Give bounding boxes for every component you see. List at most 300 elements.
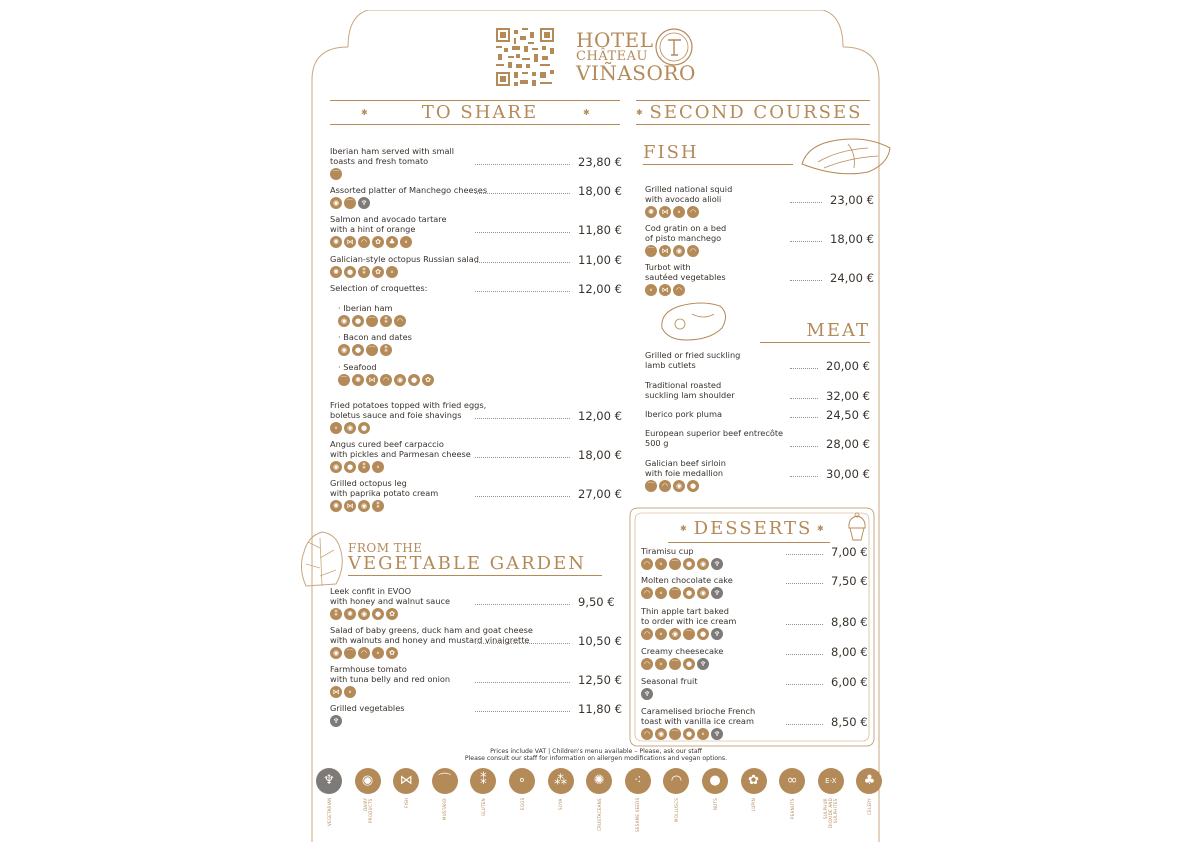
egg-icon: ●	[697, 628, 709, 640]
legend-label: MUSTARD	[442, 798, 448, 820]
divider	[348, 575, 602, 576]
menu-item-name	[645, 410, 722, 420]
menu-item-name	[645, 351, 740, 370]
menu-item-label: European superior beef entrecôte 500 g	[645, 428, 784, 448]
lupin-icon: ✿	[741, 768, 767, 794]
mollusc-icon: ◠	[358, 647, 370, 659]
nuts-icon: ∘	[673, 206, 685, 218]
allergen-icons	[338, 374, 434, 386]
footer-line1: Prices include VAT | Children's menu available – Please, ask our staff	[490, 748, 702, 755]
fish-icon: ⋈	[659, 245, 671, 257]
legend-label: GLUTEN	[480, 798, 486, 816]
egg-icon: ●	[687, 480, 699, 492]
menu-item-label: Selection of croquettes:	[330, 283, 428, 293]
gluten-icon: ⌒	[645, 480, 657, 492]
menu-item-name	[330, 704, 405, 714]
menu-item-name	[641, 547, 694, 557]
dotted-leader	[790, 368, 818, 369]
menu-item-label: Thin apple tart baked to order with ice cream	[641, 606, 737, 626]
legend-label: SESAME SEEDS	[635, 798, 641, 833]
divider	[643, 164, 793, 165]
menu-item-label: Turbot with sautéed vegetables	[645, 262, 726, 282]
nuts-icon: ∘	[330, 422, 342, 434]
dairy-icon: ◉	[697, 587, 709, 599]
dairy-icon: ◉	[330, 461, 342, 473]
gluten-icon: ⌒	[669, 587, 681, 599]
menu-item-label: · Iberian ham	[338, 303, 393, 313]
star-icon: ✱	[583, 108, 590, 117]
allergen-icons	[330, 500, 384, 512]
mollusc-icon: ◠	[673, 284, 685, 296]
legend-label: EGGS	[519, 798, 525, 811]
nuts-icon: ∘	[655, 558, 667, 570]
mollusc-icon: ◠	[687, 245, 699, 257]
menu-item-price: 23,80 €	[578, 154, 622, 169]
allergen-icons	[641, 558, 723, 570]
menu-item-price: 24,50 €	[826, 408, 870, 422]
menu-item-label: Iberico pork pluma	[645, 409, 722, 419]
legend-item	[739, 768, 769, 834]
mustard-icon: ⁑	[358, 266, 370, 278]
dairy-icon: ◉	[358, 500, 370, 512]
egg-icon: ●	[344, 266, 356, 278]
dotted-leader	[786, 684, 823, 685]
sulphite-icon: E-X	[818, 768, 844, 794]
menu-item-price: 7,00 €	[831, 545, 868, 559]
menu-item-price: 8,00 €	[831, 645, 868, 659]
celery-icon: ♣	[856, 768, 882, 794]
menu-item-name	[330, 284, 427, 294]
shell-icon: ◠	[663, 768, 689, 794]
menu-item-name	[641, 677, 698, 687]
gluten-icon: ⌒	[344, 647, 356, 659]
dotted-leader	[786, 554, 823, 555]
menu-item-price: 18,00 €	[830, 231, 874, 246]
allergen-icons	[641, 628, 723, 640]
mustard-icon: ⁑	[372, 500, 384, 512]
menu-item-label: Seasonal fruit	[641, 676, 698, 686]
gluten-icon: ⌒	[669, 558, 681, 570]
egg-icon: ●	[683, 658, 695, 670]
allergen-icons	[330, 197, 370, 209]
star-icon: ✱	[680, 524, 687, 533]
sesame-icon: ⁖	[625, 768, 651, 794]
gluten-icon: ⌒	[669, 658, 681, 670]
wheat-icon: ⁑	[470, 768, 496, 794]
menu-item-name	[645, 185, 732, 204]
menu-item-price: 9,50 €	[578, 594, 615, 609]
menu-item-name	[641, 707, 755, 726]
dairy-icon: ◉	[669, 628, 681, 640]
allergen-icons	[330, 266, 398, 278]
menu-item-label: Caramelised brioche French toast with vanilla ice cream	[641, 706, 756, 726]
menu-item-name	[641, 607, 736, 626]
fish-icon: ⋈	[366, 374, 378, 386]
menu-item-price: 20,00 €	[826, 358, 870, 373]
allergen-icons	[330, 647, 398, 659]
menu-item-name	[641, 576, 733, 586]
allergen-icons	[330, 461, 384, 473]
egg-icon: ●	[352, 315, 364, 327]
section-title-second-courses: SECOND COURSES	[649, 102, 863, 123]
mollusc-icon: ◠	[687, 206, 699, 218]
dotted-leader	[790, 446, 818, 447]
mollusc-icon: ◠	[641, 587, 653, 599]
legend-item	[430, 768, 460, 834]
dairy-icon: ◉	[655, 728, 667, 740]
legend-label: DAIRY PRODUCTS	[362, 798, 373, 823]
sesame-icon: ✿	[386, 608, 398, 620]
mustard-icon: ⌒	[432, 768, 458, 794]
legend-item	[546, 768, 576, 834]
sesame-icon: ✿	[372, 236, 384, 248]
egg-icon: ●	[344, 461, 356, 473]
mollusc-icon: ◠	[641, 558, 653, 570]
gluten-icon: ⌒	[645, 245, 657, 257]
legend-item	[468, 768, 498, 834]
mustard-icon: ⁑	[358, 461, 370, 473]
star-icon: ✱	[361, 108, 368, 117]
crustacean-icon: ✺	[330, 266, 342, 278]
menu-item-label: Grilled or fried suckling lamb cutlets	[645, 350, 741, 370]
menu-item-label: Grilled vegetables	[330, 703, 405, 713]
fish-icon: ⋈	[659, 206, 671, 218]
allergen-icons	[645, 480, 699, 492]
legend-item	[314, 768, 344, 834]
gluten-icon: ⌒	[366, 315, 378, 327]
hotel-emblem-icon	[654, 27, 694, 67]
dotted-leader	[790, 476, 818, 477]
dotted-leader	[475, 457, 570, 458]
sesame-icon: ✿	[372, 266, 384, 278]
dairy-icon: ◉	[330, 197, 342, 209]
mustard-icon: ⁑	[380, 315, 392, 327]
milk-icon: ◉	[355, 768, 381, 794]
menu-item-price: 18,00 €	[578, 447, 622, 462]
fish-icon: ⋈	[344, 236, 356, 248]
crab-icon: ✺	[586, 768, 612, 794]
legend-label: LUPIN	[751, 798, 757, 812]
menu-item-name	[330, 255, 479, 265]
menu-item-label: Grilled national squid with avocado alioli	[645, 184, 733, 204]
vegetarian-icon: ♆	[641, 688, 653, 700]
dotted-leader	[790, 241, 822, 242]
egg-icon: ●	[352, 344, 364, 356]
legend-item	[700, 768, 730, 834]
nuts-icon: ∘	[386, 266, 398, 278]
fish-icon: ⋈	[659, 284, 671, 296]
dairy-icon: ◉	[673, 245, 685, 257]
menu-item-label: Molten chocolate cake	[641, 575, 733, 585]
mollusc-icon: ◠	[659, 480, 671, 492]
egg-icon: ∘	[509, 768, 535, 794]
vegetarian-icon: ♆	[358, 197, 370, 209]
divider	[760, 342, 870, 343]
menu-item-price: 11,80 €	[578, 222, 622, 237]
menu-item-price: 12,50 €	[578, 672, 622, 687]
vegetarian-icon: ♆	[711, 728, 723, 740]
dotted-leader	[786, 724, 823, 725]
allergen-icons	[645, 245, 699, 257]
mollusc-icon: ◠	[380, 374, 392, 386]
mollusc-icon: ◠	[358, 236, 370, 248]
dairy-icon: ◉	[338, 315, 350, 327]
dotted-leader	[790, 398, 818, 399]
allergen-icons	[645, 284, 685, 296]
menu-item-name	[645, 263, 726, 282]
menu-item-name	[645, 459, 726, 478]
legend-item	[777, 768, 807, 834]
dotted-leader	[786, 583, 823, 584]
legend-label: SOYA	[558, 798, 564, 810]
menu-item-label: Salmon and avocado tartare with a hint of orange	[330, 214, 447, 234]
nuts-icon: ∘	[655, 628, 667, 640]
hotel-name-line3: VIÑASORO	[576, 61, 696, 85]
menu-item-name	[330, 215, 447, 234]
dotted-leader	[786, 654, 823, 655]
dotted-leader	[790, 417, 818, 418]
egg-icon: ●	[372, 608, 384, 620]
menu-item-label: · Bacon and dates	[338, 332, 412, 342]
egg-icon: ●	[683, 728, 695, 740]
fish-icon: ⋈	[330, 686, 342, 698]
nuts-icon: ∘	[655, 658, 667, 670]
fish-icon: ⋈	[393, 768, 419, 794]
dotted-leader	[475, 643, 570, 644]
dairy-icon: ◉	[394, 374, 406, 386]
gluten-icon: ⌒	[683, 628, 695, 640]
legend-item	[854, 768, 884, 834]
mollusc-icon: ◠	[641, 728, 653, 740]
allergen-icons	[641, 587, 723, 599]
footer-note	[330, 748, 862, 762]
menu-item-name	[338, 363, 377, 373]
menu-item-name	[645, 381, 735, 400]
menu-item-price: 6,00 €	[831, 675, 868, 689]
crustacean-icon: ✺	[330, 500, 342, 512]
mollusc-icon: ◠	[394, 315, 406, 327]
egg-icon: ●	[683, 558, 695, 570]
leaf-icon: ♆	[316, 768, 342, 794]
allergen-icons	[641, 658, 709, 670]
menu-item-price: 8,80 €	[831, 614, 868, 629]
legend-label: PEANUTS	[789, 798, 795, 819]
gluten-icon: ⌒	[338, 374, 350, 386]
menu-item-name	[330, 186, 487, 196]
egg-icon: ●	[408, 374, 420, 386]
menu-item-name	[330, 147, 454, 166]
menu-item-label: Salad of baby greens, duck ham and goat cheese with walnuts and honey and mustard vinaigrette	[330, 625, 533, 645]
menu-item-label: Angus cured beef carpaccio with pickles and Parmesan cheese	[330, 439, 471, 459]
allergen-icons	[641, 728, 723, 740]
divider	[636, 100, 870, 101]
dotted-leader	[475, 682, 570, 683]
dotted-leader	[475, 604, 570, 605]
star-icon: ✱	[636, 108, 643, 117]
dotted-leader	[475, 291, 570, 292]
dotted-leader	[786, 624, 823, 625]
sesame-icon: ✿	[422, 374, 434, 386]
menu-item-label: Grilled octopus leg with paprika potato cream	[330, 478, 439, 498]
menu-item-name	[645, 224, 726, 243]
legend-item	[391, 768, 421, 834]
dotted-leader	[475, 711, 570, 712]
legend-label: MOLLUSCS	[673, 798, 679, 823]
soy-icon: ⁂	[548, 768, 574, 794]
divider	[668, 542, 830, 543]
fish-icon: ⋈	[344, 500, 356, 512]
allergen-icons	[330, 236, 412, 248]
menu-item-name	[641, 647, 723, 657]
menu-item-label: Creamy cheesecake	[641, 646, 724, 656]
allergen-icons	[645, 206, 699, 218]
menu-item-name	[338, 304, 393, 314]
nuts-icon: ∘	[372, 647, 384, 659]
divider	[330, 100, 620, 101]
legend-item	[816, 768, 846, 834]
vegetarian-icon: ♆	[711, 628, 723, 640]
menu-item-label: Tiramisu cup	[641, 546, 694, 556]
menu-item-price: 28,00 €	[826, 436, 870, 451]
vegetarian-icon: ♆	[697, 658, 709, 670]
legend-label: CRUSTACEANS	[596, 798, 602, 831]
mollusc-icon: ◠	[641, 658, 653, 670]
dotted-leader	[475, 496, 570, 497]
crustacean-icon: ✺	[645, 206, 657, 218]
divider	[636, 124, 870, 125]
nuts-icon: ∘	[372, 461, 384, 473]
nuts-icon: ∘	[655, 587, 667, 599]
nut-icon: ●	[702, 768, 728, 794]
legend-label: CELERY	[866, 798, 872, 815]
dairy-icon: ◉	[358, 608, 370, 620]
dotted-leader	[475, 262, 570, 263]
menu-item-name	[330, 440, 471, 459]
dotted-leader	[475, 418, 570, 419]
allergen-icons	[330, 608, 398, 620]
section-title-meat: MEAT	[806, 320, 870, 341]
fish-fillet-illustration	[798, 134, 894, 178]
menu-item-price: 12,00 €	[578, 408, 622, 423]
nuts-icon: ∘	[645, 284, 657, 296]
sesame-icon: ✿	[386, 647, 398, 659]
menu-item-price: 30,00 €	[826, 466, 870, 481]
section-title-garden-line1: FROM THE	[348, 541, 423, 555]
menu-item-label: Leek confit in EVOO with honey and walnut sauce	[330, 586, 451, 606]
menu-item-name	[330, 587, 450, 606]
hotel-name-line2: CHÂTEAU	[576, 49, 648, 64]
allergen-icons	[330, 422, 370, 434]
legend-label: FISH	[403, 798, 409, 809]
menu-item-name	[330, 665, 450, 684]
legend-item	[661, 768, 691, 834]
qr-code[interactable]	[496, 28, 554, 86]
menu-item-price: 12,00 €	[578, 282, 622, 296]
menu-item-label: Galician beef sirloin with foie medallion	[645, 458, 726, 478]
footer-line2: Please consult our staff for information on allergen modifications and vegan options.	[464, 755, 728, 762]
vegetarian-icon: ♆	[711, 587, 723, 599]
celery-icon: ♣	[386, 236, 398, 248]
dairy-icon: ◉	[697, 558, 709, 570]
hotel-logo	[576, 30, 706, 90]
menu-item-label: Farmhouse tomato with tuna belly and red onion	[330, 664, 451, 684]
section-title-desserts: DESSERTS	[693, 518, 813, 539]
vegetarian-icon: ♆	[330, 715, 342, 727]
menu-item-name	[330, 401, 486, 420]
allergen-icons	[330, 168, 342, 180]
menu-item-label: Iberian ham served with small toasts and fresh tomato	[330, 146, 455, 166]
menu-item-label: · Seafood	[338, 362, 377, 372]
cupcake-illustration	[846, 512, 868, 542]
dotted-leader	[475, 193, 570, 194]
mollusc-icon: ◠	[641, 628, 653, 640]
peanut-icon: ∞	[779, 768, 805, 794]
legend-item	[623, 768, 653, 834]
dotted-leader	[475, 164, 570, 165]
egg-icon: ●	[358, 422, 370, 434]
gluten-icon: ⌒	[669, 728, 681, 740]
menu-item-price: 23,00 €	[830, 192, 874, 207]
meat-steak-illustration	[656, 298, 730, 344]
dotted-leader	[790, 280, 822, 281]
menu-item-price: 18,00 €	[578, 184, 622, 198]
gluten-icon: ⌒	[330, 168, 342, 180]
nuts-icon: ∘	[344, 686, 356, 698]
allergen-icons	[330, 686, 356, 698]
allergen-icons	[641, 688, 653, 700]
dairy-icon: ◉	[338, 344, 350, 356]
menu-item-label: Assorted platter of Manchego cheeses	[330, 185, 488, 195]
dairy-icon: ◉	[673, 480, 685, 492]
crustacean-icon: ✺	[330, 236, 342, 248]
dairy-icon: ◉	[344, 422, 356, 434]
section-title-to-share: TO SHARE	[421, 102, 539, 123]
gluten-icon: ⌒	[366, 344, 378, 356]
legend-item	[507, 768, 537, 834]
legend-item	[353, 768, 383, 834]
mustard-icon: ⁑	[380, 344, 392, 356]
dotted-leader	[475, 232, 570, 233]
menu-item-name	[330, 479, 438, 498]
menu-item-name	[338, 333, 412, 343]
legend-label: NUTS	[712, 798, 718, 811]
nuts-icon: ∘	[697, 728, 709, 740]
egg-icon: ●	[683, 587, 695, 599]
allergen-icons	[338, 344, 392, 356]
allergen-icons	[330, 715, 342, 727]
allergen-icons	[338, 315, 406, 327]
crustacean-icon: ✺	[344, 608, 356, 620]
section-title-fish: FISH	[643, 142, 699, 163]
menu-item-price: 10,50 €	[578, 633, 622, 648]
nuts-icon: ∘	[400, 236, 412, 248]
dairy-icon: ◉	[330, 647, 342, 659]
menu-item-label: Traditional roasted suckling lam shoulder	[645, 380, 735, 400]
gluten-icon: ⌒	[344, 197, 356, 209]
mustard-icon: ⁑	[330, 608, 342, 620]
legend-label: SULPHUR DIOXIDE AND SULPHITES	[823, 798, 839, 829]
menu-item-price: 11,80 €	[578, 702, 622, 716]
menu-item-price: 11,00 €	[578, 253, 622, 267]
crustacean-icon: ✺	[352, 374, 364, 386]
legend-item	[584, 768, 614, 834]
vegetarian-icon: ♆	[711, 558, 723, 570]
legend-label: VEGETARIAN	[326, 798, 332, 827]
divider	[330, 124, 620, 125]
menu-item-price: 7,50 €	[831, 574, 868, 588]
menu-item-label: Cod gratin on a bed of pisto manchego	[645, 223, 727, 243]
menu-item-price: 32,00 €	[826, 388, 870, 403]
